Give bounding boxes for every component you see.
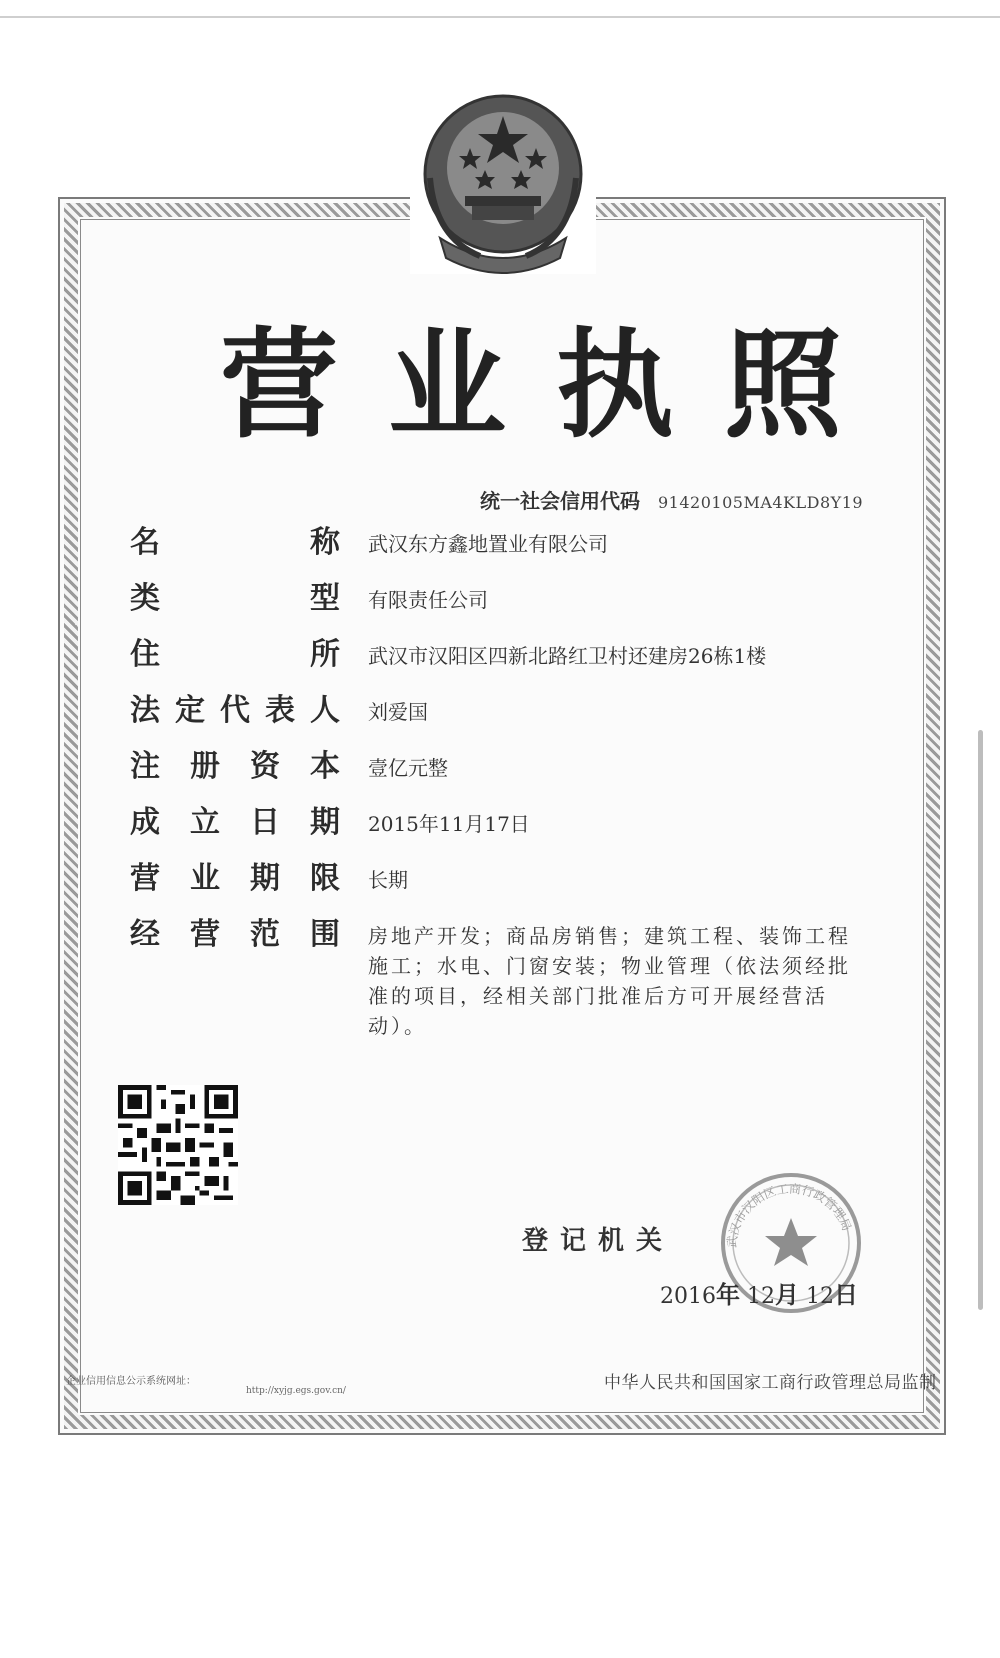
license-fields <box>130 523 870 1041</box>
credit-code <box>480 485 863 514</box>
qr-code-icon[interactable] <box>118 1085 238 1205</box>
footer-url-link[interactable]: http://xyjg.egs.gov.cn/ <box>246 1386 346 1396</box>
field-value-name: 武汉东方鑫地置业有限公司 <box>368 532 608 556</box>
field-label: 注 册 资 本 <box>130 749 340 784</box>
credit-code-value: 91420105MA4KLD8Y19 <box>658 493 864 512</box>
field-row-address <box>130 635 870 691</box>
field-label: 经 营 范 围 <box>130 917 340 952</box>
field-label: 成 立 日 期 <box>130 805 340 840</box>
field-row-capital <box>130 747 870 803</box>
field-row-legal-rep <box>130 691 870 747</box>
field-row-scope <box>130 915 870 1041</box>
credit-code-label: 统一社会信用代码 <box>480 489 640 513</box>
field-row-type <box>130 579 870 635</box>
vertical-scrollbar[interactable] <box>978 730 983 1310</box>
field-label: 类 型 <box>130 581 340 616</box>
field-value-founded: 2015年11月17日 <box>368 812 530 836</box>
field-label: 名 称 <box>130 525 340 560</box>
field-row-founded <box>130 803 870 859</box>
seal-text: 武汉市汉阳区工商行政管理局 <box>724 1181 855 1249</box>
field-value-term: 长期 <box>368 868 408 892</box>
field-label: 住 所 <box>130 637 340 672</box>
footer-site-label: 企业信用信息公示系统网址： <box>66 1376 196 1387</box>
field-row-name <box>130 523 870 579</box>
field-value-address: 武汉市汉阳区四新北路红卫村还建房26栋1楼 <box>368 644 767 668</box>
field-value-legal-rep: 刘爱国 <box>368 700 428 724</box>
field-row-term <box>130 859 870 915</box>
top-divider <box>0 16 1000 18</box>
field-value-capital: 壹亿元整 <box>368 756 448 780</box>
field-value-scope: 房地产开发；商品房销售；建筑工程、装饰工程施工；水电、门窗安装；物业管理（依法须经批准的项目，经相关部门批准后方可开展经营活动）。 <box>368 924 851 1038</box>
license-title: 营业执照 <box>220 316 893 454</box>
field-label: 法 定 代 表 人 <box>130 693 340 728</box>
field-label: 营 业 期 限 <box>130 861 340 896</box>
issue-date: 2016年 12月 12日 <box>660 1281 858 1309</box>
issuer-label: 登记机关 <box>522 1226 675 1256</box>
national-emblem <box>410 88 596 274</box>
field-value-type: 有限责任公司 <box>368 588 488 612</box>
footer-issuer: 中华人民共和国国家工商行政管理总局监制 <box>604 1373 937 1393</box>
